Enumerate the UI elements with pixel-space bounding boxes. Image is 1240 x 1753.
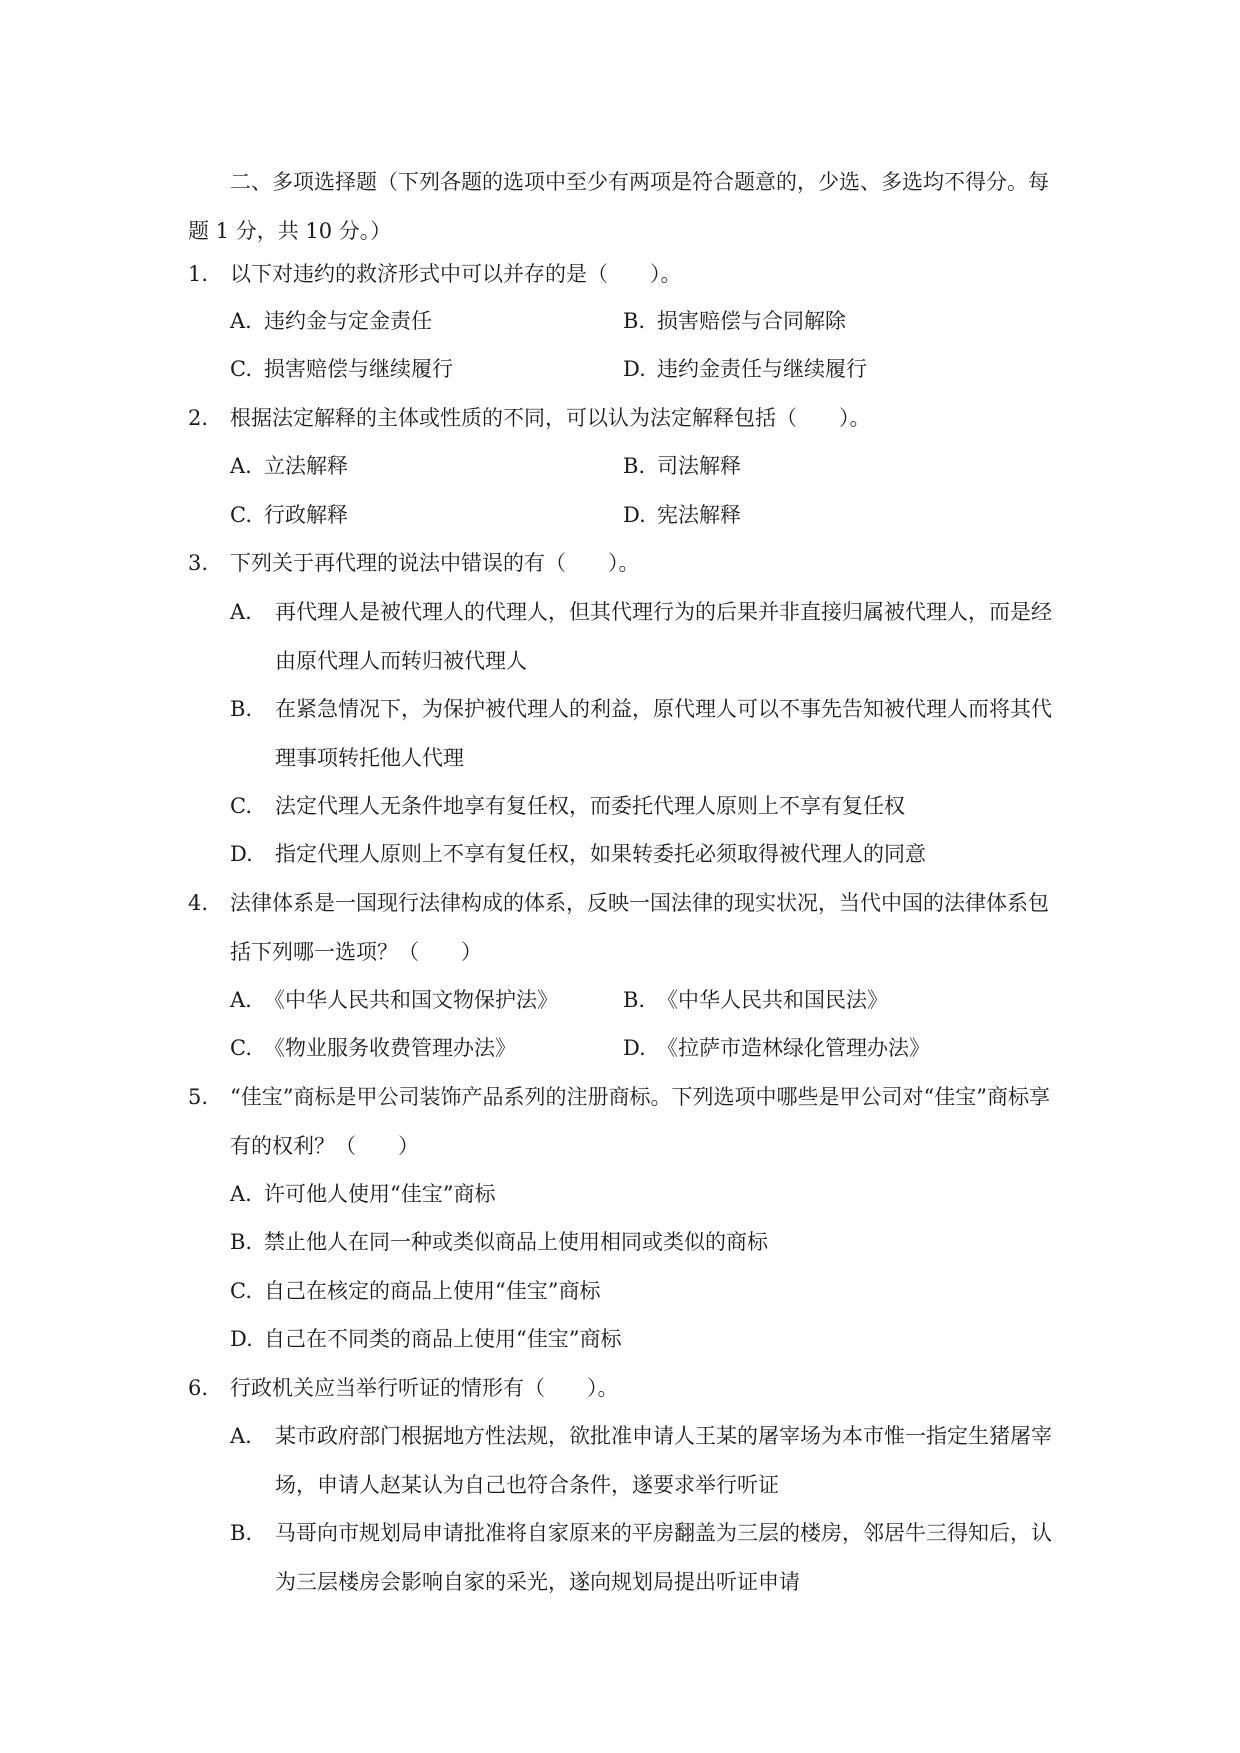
option-2b [623,442,741,491]
option-letter: B. [623,309,646,333]
option-letter: B. [230,1230,253,1254]
question-stem: “佳宝”商标是甲公司装饰产品系列的注册商标。下列选项中哪些是甲公司对“佳宝”商标享有的权利？（ ） [230,1085,1050,1158]
option-letter: A. [230,600,252,624]
question-stem: 根据法定解释的主体或性质的不同，可以认为法定解释包括（ ）。 [230,406,871,430]
question-number: 5. [188,1085,209,1109]
option-text: 法定代理人无条件地享有复任权，而委托代理人原则上不享有复任权 [275,794,905,818]
option-3b [230,685,1068,783]
question-2 [188,394,1068,443]
option-letter: B. [230,1521,253,1545]
option-letter: B. [623,454,646,478]
option-text: 再代理人是被代理人的代理人，但其代理行为的后果并非直接归属被代理人，而是经由原代理人而转归被代理人 [275,600,1052,673]
option-text: 损害赔偿与合同解除 [657,309,846,333]
option-letter: C. [230,1279,252,1303]
option-text: 《拉萨市造林绿化管理办法》 [657,1036,930,1060]
option-text: 马哥向市规划局申请批准将自家原来的平房翻盖为三层的楼房，邻居牛三得知后，认为三层楼房会影响自家的采光，遂向规划局提出听证申请 [275,1521,1052,1594]
option-letter: D. [230,842,253,866]
option-letter: A. [230,1424,252,1448]
question-6 [188,1364,1068,1413]
option-text: 损害赔偿与继续履行 [264,357,453,381]
option-2d [623,491,741,540]
option-text: 立法解释 [264,454,348,478]
option-3a [230,588,1068,686]
section-heading: 二、多项选择题（下列各题的选项中至少有两项是符合题意的，少选、多选均不得分。每题 1 分，共 10 分。） [188,170,1049,243]
question-1 [188,250,1068,299]
option-letter: A. [230,988,252,1012]
question-stem: 下列关于再代理的说法中错误的有（ ）。 [230,551,640,575]
option-letter: C. [230,794,252,818]
option-text: 《中华人民共和国文物保护法》 [264,988,558,1012]
option-4a [230,976,558,1025]
question-stem: 法律体系是一国现行法律构成的体系，反映一国法律的现实状况，当代中国的法律体系包括下列哪一选项？（ ） [230,891,1049,964]
option-4b [623,976,888,1025]
option-text: 许可他人使用“佳宝”商标 [264,1182,496,1206]
option-text: 禁止他人在同一种或类似商品上使用相同或类似的商标 [264,1230,768,1254]
option-text: 《物业服务收费管理办法》 [264,1036,516,1060]
option-1b [623,297,846,346]
option-2c [230,491,348,540]
option-text: 《中华人民共和国民法》 [657,988,888,1012]
option-6b [230,1509,1068,1607]
option-letter: C. [230,357,252,381]
question-number: 1. [188,262,209,286]
option-letter: D. [230,1327,253,1351]
option-letter: A. [230,454,252,478]
option-6a [230,1412,1068,1510]
option-1d [623,345,867,394]
option-letter: D. [623,357,646,381]
option-text: 某市政府部门根据地方性法规，欲批准申请人王某的屠宰场为本市惟一指定生猪屠宰场，申请人赵某认为自己也符合条件，遂要求举行听证 [275,1424,1052,1497]
option-letter: B. [623,988,646,1012]
option-letter: C. [230,1036,252,1060]
option-5b [230,1218,768,1267]
option-5d [230,1315,621,1364]
option-text: 违约金与定金责任 [264,309,432,333]
option-letter: A. [230,1182,252,1206]
question-3 [188,539,1068,588]
question-5 [188,1073,1068,1171]
option-text: 违约金责任与继续履行 [657,357,867,381]
option-1a [230,297,432,346]
option-text: 司法解释 [657,454,741,478]
option-text: 自己在核定的商品上使用“佳宝”商标 [264,1279,601,1303]
option-5c [230,1267,600,1316]
option-letter: A. [230,309,252,333]
option-letter: B. [230,697,253,721]
option-4c [230,1024,516,1073]
option-1c [230,345,453,394]
option-4d [623,1024,930,1073]
option-text: 在紧急情况下，为保护被代理人的利益，原代理人可以不事先告知被代理人而将其代理事项转托他人代理 [275,697,1052,770]
option-2a [230,442,348,491]
question-number: 3. [188,551,209,575]
option-letter: C. [230,503,252,527]
option-text: 宪法解释 [657,503,741,527]
question-stem: 以下对违约的救济形式中可以并存的是（ ）。 [230,262,682,286]
option-3d [230,830,1068,879]
option-text: 行政解释 [264,503,348,527]
question-4 [188,879,1068,977]
question-number: 6. [188,1376,209,1400]
option-text: 自己在不同类的商品上使用“佳宝”商标 [264,1327,622,1351]
option-3c [230,782,1068,831]
option-letter: D. [623,503,646,527]
option-letter: D. [623,1036,646,1060]
question-stem: 行政机关应当举行听证的情形有（ ）。 [230,1376,619,1400]
question-number: 2. [188,406,209,430]
question-number: 4. [188,891,209,915]
option-5a [230,1170,495,1219]
option-text: 指定代理人原则上不享有复任权，如果转委托必须取得被代理人的同意 [275,842,926,866]
